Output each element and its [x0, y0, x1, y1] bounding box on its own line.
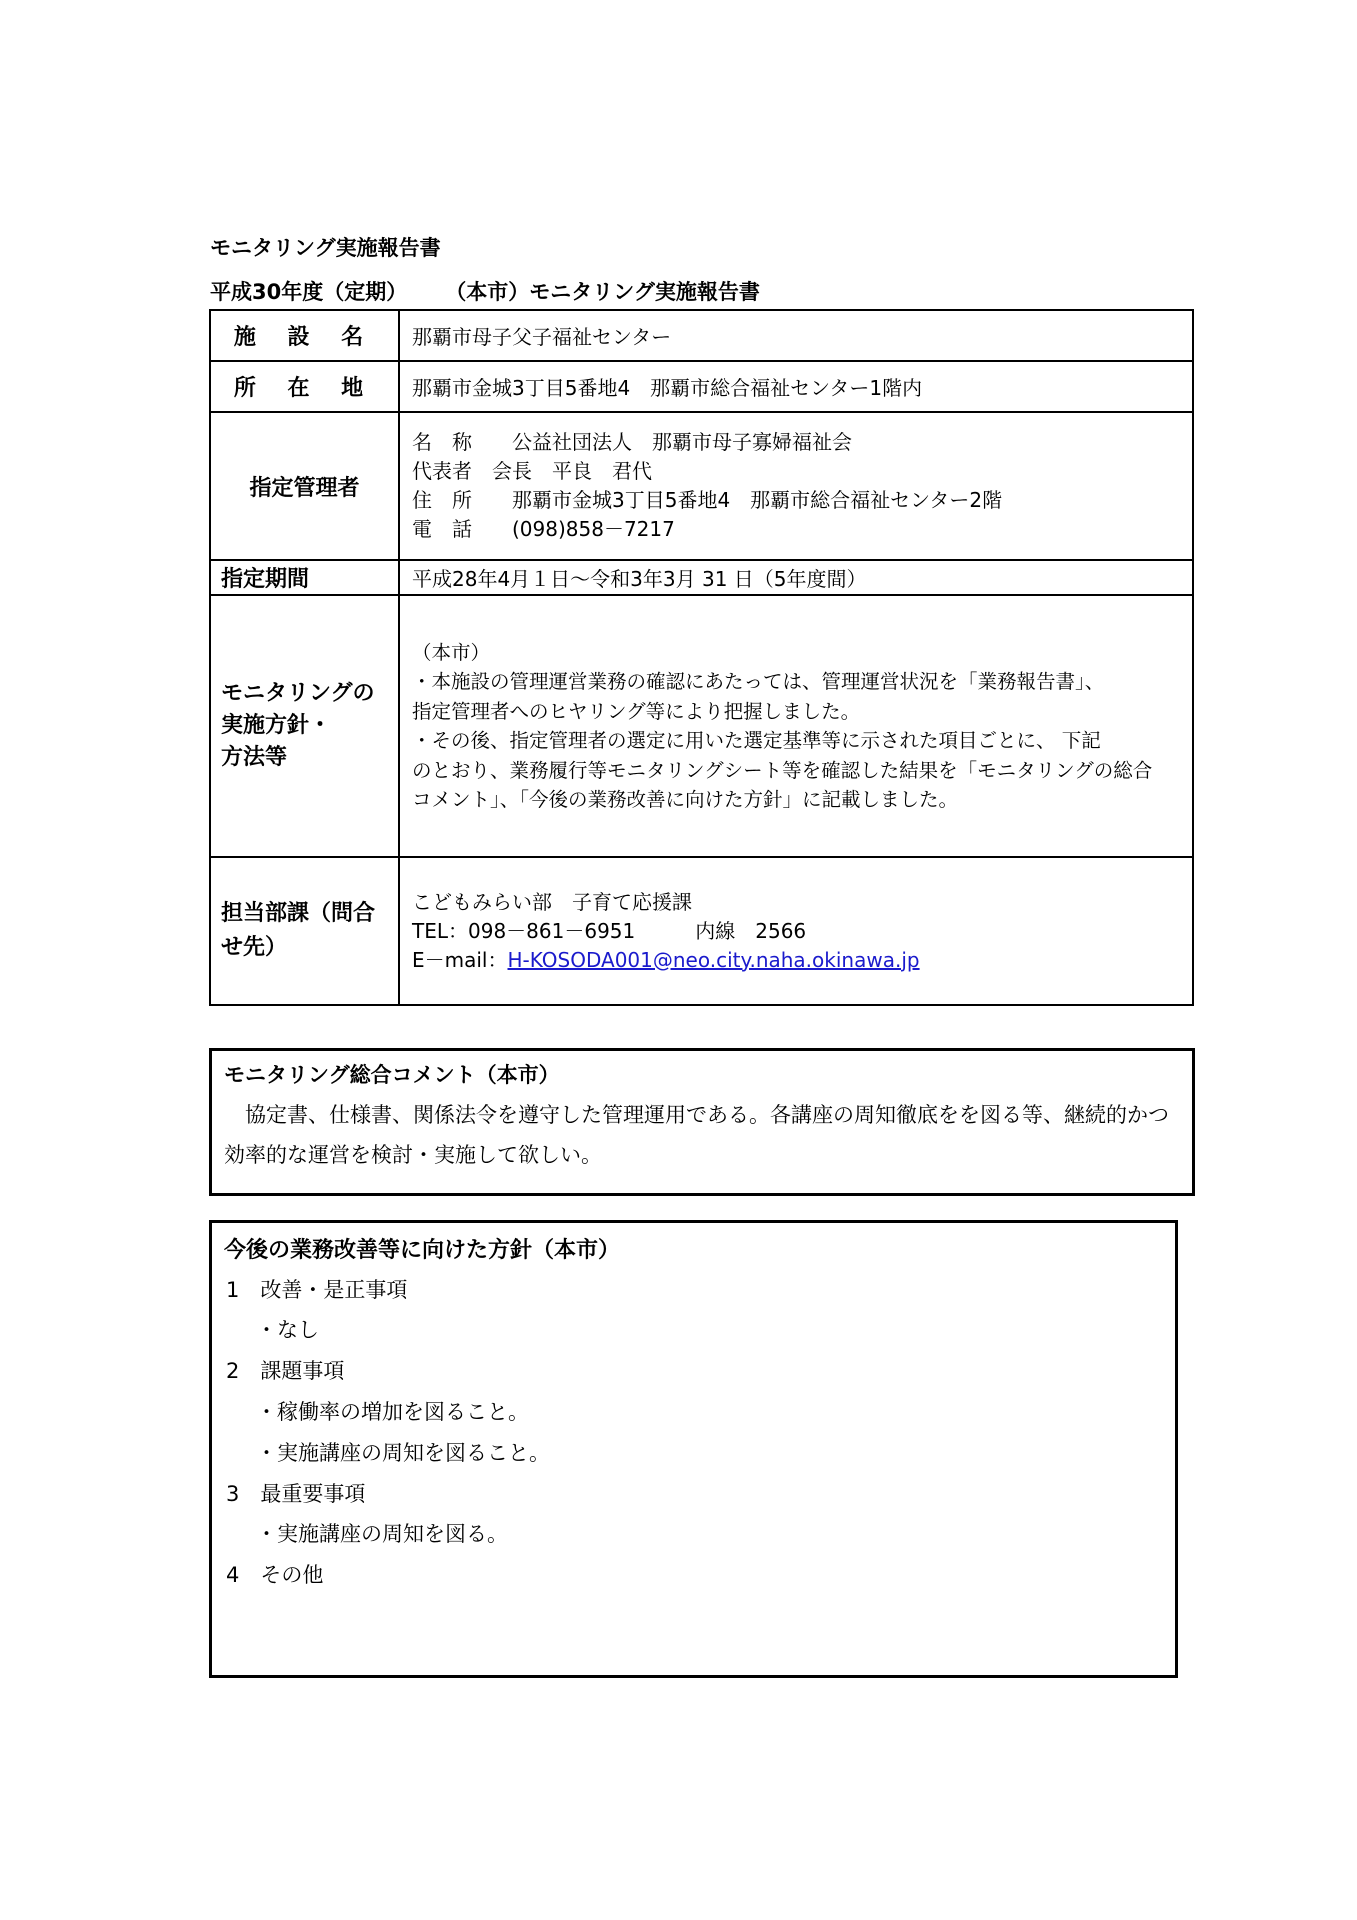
policy-item-heading: 2 課題事項	[226, 1359, 345, 1383]
policy-value	[399, 595, 1193, 857]
policy-line: のとおり、業務履行等モニタリングシート等を確認した結果を「モニタリングの総合	[412, 758, 1153, 782]
contact-value	[399, 857, 1193, 1005]
email-link[interactable]: H-KOSODA001@neo.city.naha.okinawa.jp	[507, 947, 920, 972]
facility-value: 那覇市母子父子福祉センター	[399, 310, 1193, 361]
report-scope: （本市）モニタリング実施報告書	[445, 280, 760, 304]
policy-line: ・その後、指定管理者の選定に用いた選定基準等に示された項目ごとに、 下記	[412, 729, 1101, 752]
contact-dept: こどもみらい部 子育て応援課	[412, 889, 692, 914]
policy-item-sub: ・実施講座の周知を図ること。	[256, 1441, 550, 1465]
comment-title: モニタリング総合コメント（本市）	[224, 1063, 560, 1087]
term-value: 平成28年4月１日～令和3年3月 31 日（5年度間）	[399, 560, 1193, 595]
policy-item-sub: ・なし	[256, 1318, 319, 1342]
location-label: 所 在 地	[210, 361, 399, 412]
table-row-policy	[210, 595, 1193, 857]
manager-label: 指定管理者	[210, 412, 399, 560]
comment-body: 協定書、仕様書、関係法令を遵守した管理運用である。各講座の周知徹底をを図る等、継続的かつ効率的な運営を検討・実施して欲しい。	[224, 1103, 1169, 1167]
facility-label: 施 設 名	[210, 310, 399, 361]
manager-phone-line: 電 話 (098)858－7217	[412, 517, 675, 541]
contact-tel: TEL：098－861－6951 内線 2566	[412, 918, 807, 943]
policy-label: モニタリングの 実施方針・ 方法等	[210, 595, 399, 857]
policy-item-heading: 3 最重要事項	[226, 1482, 366, 1506]
contact-label: 担当部課（問合 せ先）	[210, 857, 399, 1005]
policy-line: （本市）	[412, 640, 491, 664]
monitoring-comment-box	[209, 1048, 1195, 1196]
term-label: 指定期間	[210, 560, 399, 595]
policy-item-heading: 1 改善・是正事項	[226, 1278, 408, 1302]
policy-line: コメント」、「今後の業務改善に向けた方針」に記載しました。	[412, 788, 959, 811]
manager-address-line: 住 所 那覇市金城3丁目5番地4 那覇市総合福祉センター2階	[412, 488, 1003, 512]
manager-representative-line: 代表者 会長 平良 君代	[412, 459, 652, 483]
location-value: 那覇市金城3丁目5番地4 那覇市総合福祉センター1階内	[399, 361, 1193, 412]
improvement-policy-box	[209, 1220, 1178, 1678]
report-period: 平成30年度（定期）	[210, 280, 408, 304]
manager-name-line: 名 称 公益社団法人 那覇市母子寡婦福祉会	[412, 430, 852, 454]
report-subtitle	[210, 276, 760, 306]
table-row-location	[210, 361, 1193, 412]
manager-value	[399, 412, 1193, 560]
document-title: モニタリング実施報告書	[210, 236, 441, 260]
facility-info-table	[209, 309, 1194, 1006]
policy-item-sub: ・稼働率の増加を図ること。	[256, 1400, 529, 1424]
table-row-facility	[210, 310, 1193, 361]
email-label: E－mail：	[412, 947, 508, 972]
table-row-contact	[210, 857, 1193, 1005]
policy-item-heading: 4 その他	[226, 1563, 324, 1587]
policy-line: ・本施設の管理運営業務の確認にあたっては、管理運営状況を「業務報告書」、	[412, 670, 1105, 693]
table-row-term	[210, 560, 1193, 595]
policy-item-sub: ・実施講座の周知を図る。	[256, 1522, 508, 1546]
table-row-manager	[210, 412, 1193, 560]
contact-email-line	[412, 946, 1192, 975]
policy-line: 指定管理者へのヒヤリング等により把握しました。	[412, 699, 861, 723]
policy-box-title: 今後の業務改善等に向けた方針（本市）	[224, 1238, 621, 1263]
